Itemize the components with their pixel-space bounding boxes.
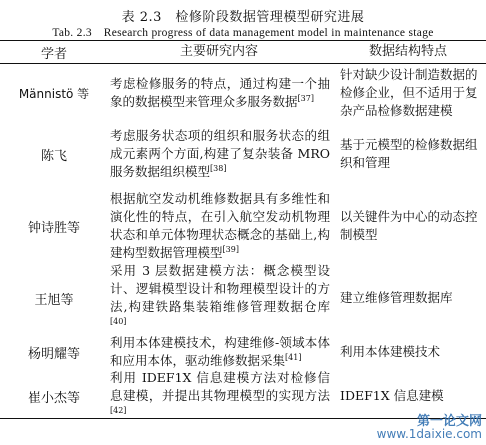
research-progress-table [0, 40, 486, 419]
scholar-cell: Männistö 等 [18, 86, 90, 101]
header-feature: 数据结构特点 [368, 44, 447, 59]
table-row [0, 370, 486, 418]
table-title-en: Tab. 2.3 Research progress of data management model in maintenance stage [52, 27, 434, 39]
citation-ref: [38] [210, 163, 227, 173]
content-cell: 考虑检修服务的特点，通过构建一个抽象的数据模型来管理众多服务数据[37] [110, 76, 330, 109]
table-row [0, 186, 486, 266]
citation-ref: [41] [285, 352, 302, 362]
scholar-cell: 杨明耀等 [27, 346, 80, 362]
feature-cell: 利用本体建模技术 [340, 344, 441, 359]
feature-cell: 针对缺少设计制造数据的检修企业，但不适用于复杂产品检修数据建模 [340, 67, 478, 118]
content-cell: 利用 IDEF1X 信息建模方法对检修信息建模，并提出其物理模型的实现方法[42] [110, 370, 330, 415]
citation-ref: [39] [222, 244, 239, 254]
header-content: 主要研究内容 [179, 44, 258, 59]
header-scholar: 学者 [40, 46, 67, 62]
scholar-cell: 王旭等 [34, 292, 74, 308]
content-cell: 利用本体建模技术，构建维修-领域本体和应用本体，驱动维修数据采集[41] [110, 335, 330, 368]
table-row [0, 263, 486, 330]
watermark-logo [377, 415, 482, 441]
feature-cell: IDEF1X 信息建模 [340, 388, 444, 403]
table-row [0, 330, 486, 374]
content-cell: 考虑服务状态项的组织和服务状态的组成元素两个方面,构建了复杂装备 MRO 服务数据组织模型[38] [110, 128, 330, 179]
table-row [0, 64, 486, 122]
feature-cell: 建立维修管理数据库 [340, 290, 453, 305]
citation-ref: [37] [297, 93, 314, 103]
watermark-text-cn: 第一论文网 [416, 414, 482, 429]
content-cell: 采用 3 层数据建模方法：概念模型设计、逻辑模型设计和物理模型设计的方法,构建铁路集装箱维修管理数据仓库[40] [110, 263, 330, 326]
table-row [0, 122, 486, 186]
scholar-cell: 钟诗胜等 [27, 220, 80, 236]
feature-cell: 以关键件为中心的动态控制模型 [340, 209, 478, 242]
table-title-cn: 表 2.3 检修阶段数据管理模型研究进展 [121, 10, 365, 25]
scholar-cell: 崔小杰等 [27, 390, 80, 406]
watermark-url: www.1daixie.com [376, 427, 482, 441]
content-cell: 根据航空发动机维修数据具有多维性和演化性的特点，在引入航空发动机物理状态和单元体物理状态概念的基础上,构建构型数据管理模型[39] [110, 191, 330, 260]
scholar-cell: 陈飞 [40, 148, 67, 164]
table-header-row [0, 41, 486, 64]
feature-cell: 基于元模型的检修数据组织和管理 [340, 137, 478, 170]
citation-ref: [40] [110, 316, 127, 326]
citation-ref: [42] [110, 405, 127, 415]
